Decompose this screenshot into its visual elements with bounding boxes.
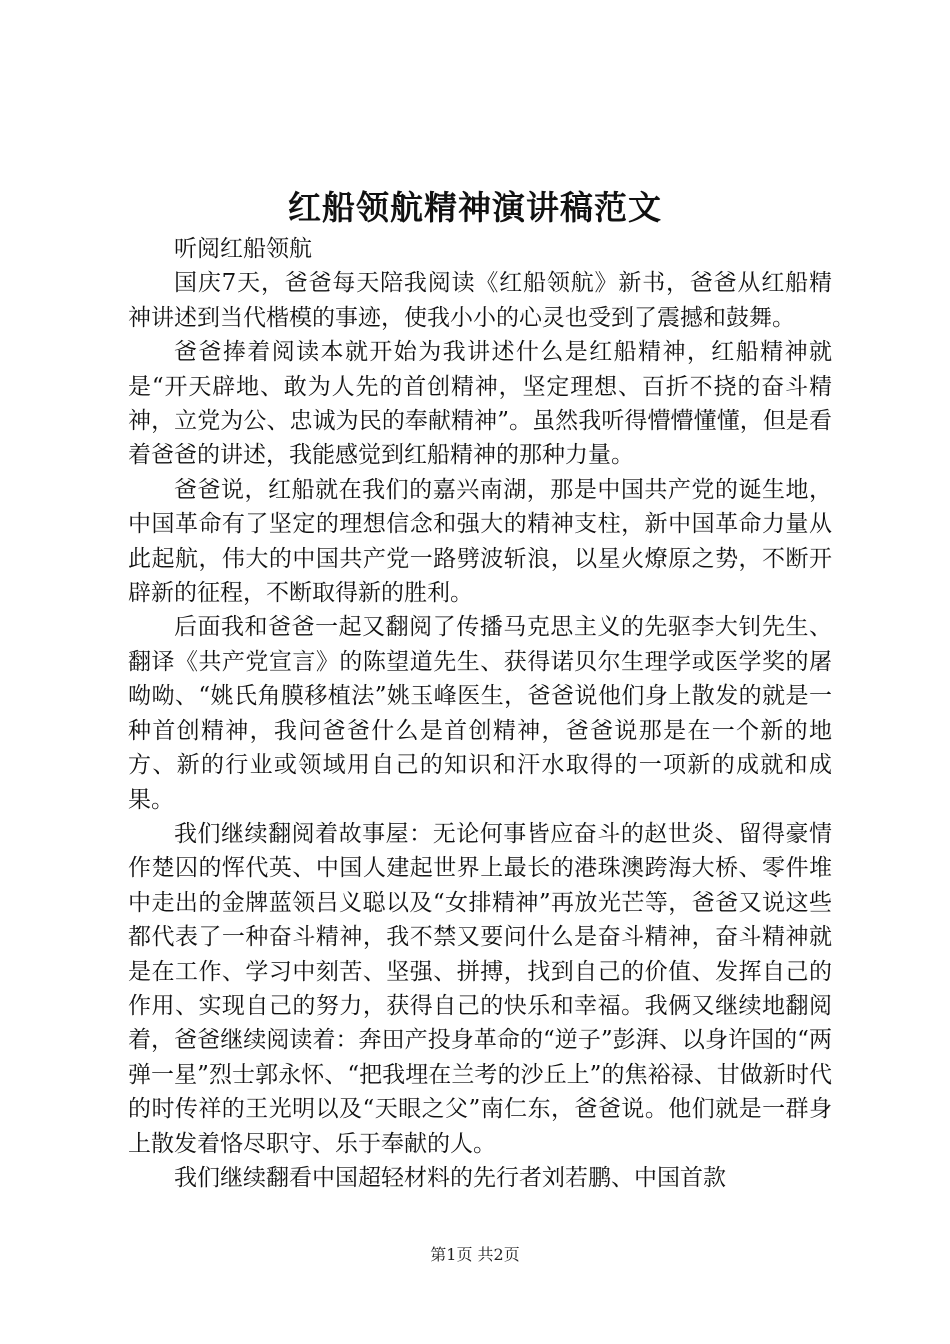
body-paragraph: 国庆7天，爸爸每天陪我阅读《红船领航》新书，爸爸从红船精神讲述到当代楷模的事迹，使我小小的心灵也受到了震撼和鼓舞。 [128, 270, 832, 331]
body-paragraph: 爸爸捧着阅读本就开始为我讲述什么是红船精神，红船精神就是“开天辟地、敢为人先的首创精神，坚定理想、百折不挠的奋斗精神，立党为公、忠诚为民的奉献精神”。虽然我听得懵懵懂懂，但是看着爸爸的讲述，我能感觉到红船精神的那种力量。 [128, 339, 832, 469]
body-paragraph: 爸爸说，红船就在我们的嘉兴南湖，那是中国共产党的诞生地，中国革命有了坚定的理想信念和强大的精神支柱，新中国革命力量从此起航，伟大的中国共产党一路劈波斩浪，以星火燎原之势，不断开辟新的征程，不断取得新的胜利。 [128, 476, 832, 607]
subtitle-paragraph: 听阅红船领航 [174, 236, 312, 262]
body-paragraph: 我们继续翻阅着故事屋：无论何事皆应奋斗的赵世炎、留得豪情作楚囚的恽代英、中国人建起世界上最长的港珠澳跨海大桥、零件堆中走出的金牌蓝领吕义聪以及“女排精神”再放光芒等，爸爸又说这些都代表了一种奋斗精神，我不禁又要问什么是奋斗精神，奋斗精神就是在工作、学习中刻苦、坚强、拼搏，找到自己的价值、发挥自己的作用、实现自己的努力，获得自己的快乐和幸福。我俩又继续地翻阅着，爸爸继续阅读着：奔田产投身革命的“逆子”彭湃、以身许国的“两弹一星”烈士郭永怀、“把我埋在兰考的沙丘上”的焦裕禄、甘做新时代的时传祥的王光明以及“天眼之父”南仁东，爸爸说。他们就是一群身上散发着恪尽职守、乐于奉献的人。 [128, 820, 832, 1157]
document-title: 红船领航精神演讲稿范文 [288, 188, 662, 227]
body-paragraph: 我们继续翻看中国超轻材料的先行者刘若鹏、中国首款 [174, 1164, 726, 1191]
page-number-footer: 第1页 共2页 [430, 1245, 520, 1264]
body-paragraph: 后面我和爸爸一起又翻阅了传播马克思主义的先驱李大钊先生、翻译《共产党宣言》的陈望道先生、获得诺贝尔生理学或医学奖的屠呦呦、“姚氏角膜移植法”姚玉峰医生，爸爸说他们身上散发的就是一种首创精神，我问爸爸什么是首创精神，爸爸说那是在一个新的地方、新的行业或领域用自己的知识和汗水取得的一项新的成就和成果。 [128, 614, 832, 813]
document-body [128, 232, 832, 1195]
